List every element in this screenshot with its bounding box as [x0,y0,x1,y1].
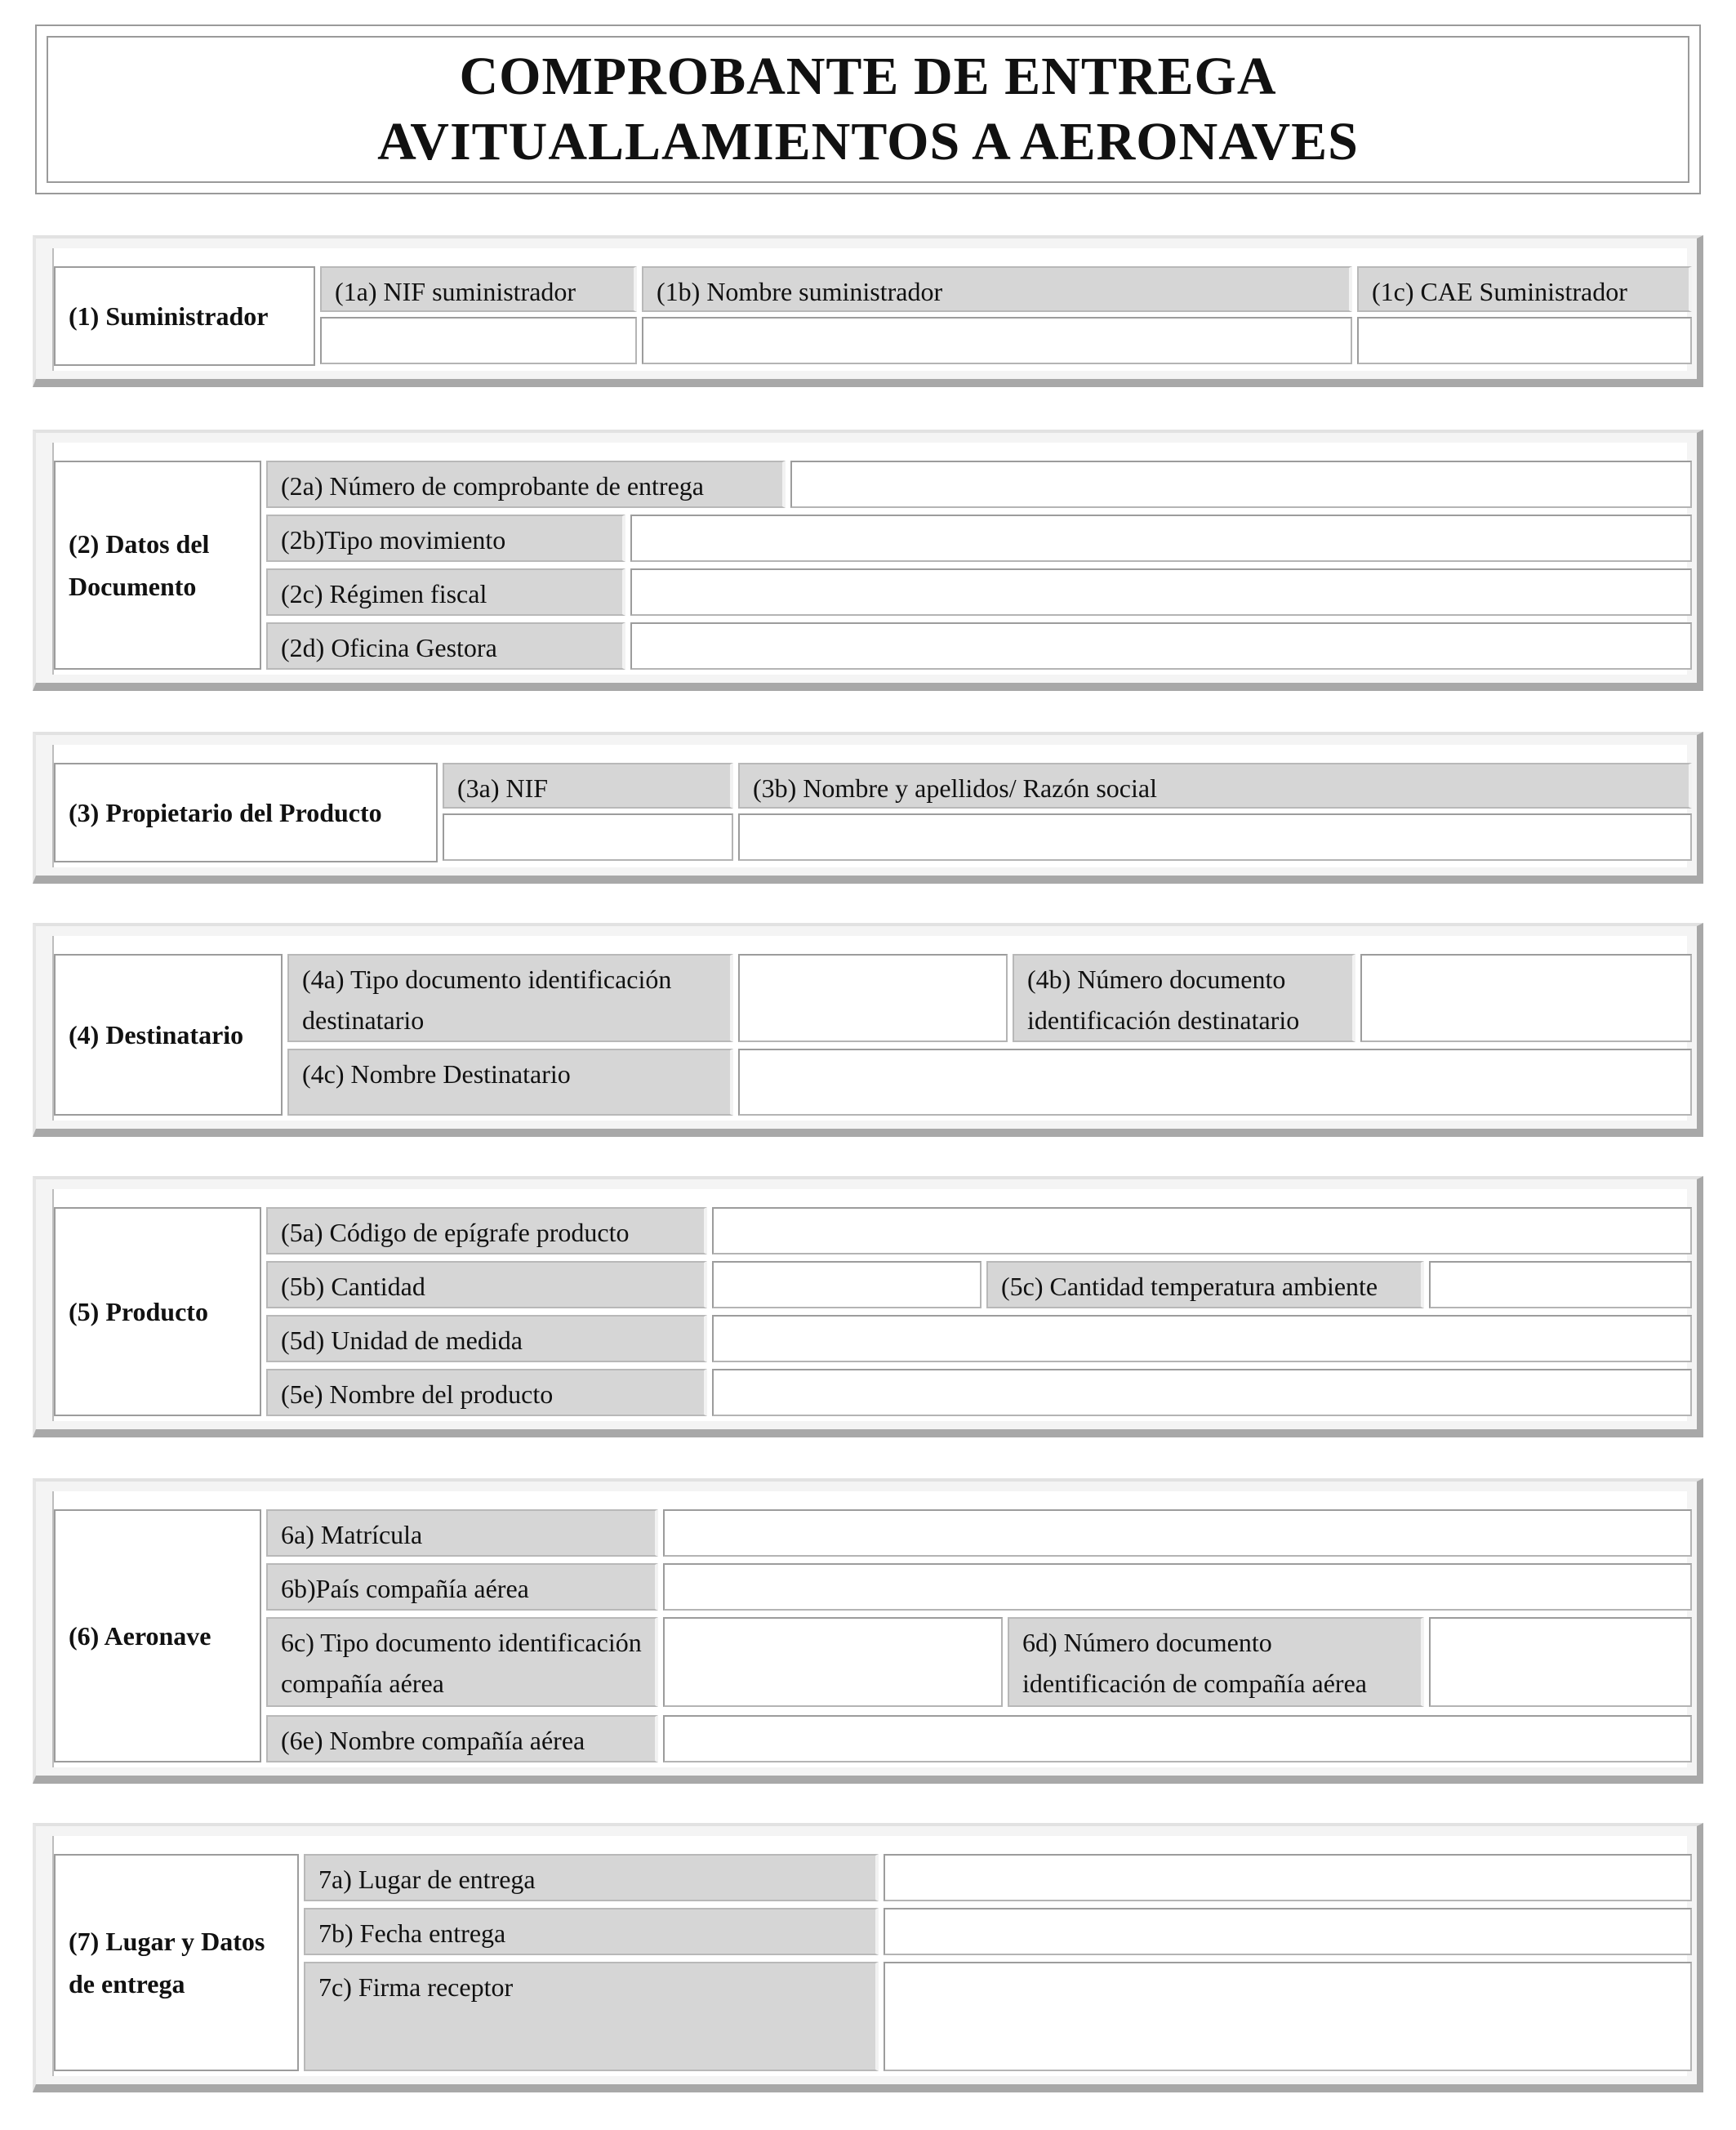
input-2b-tipo-movimiento[interactable] [630,515,1692,562]
label-6a-matricula: 6a) Matrícula [266,1509,658,1557]
form-title-line-2: AVITUALLAMIENTOS A AERONAVES [377,112,1359,172]
input-4c-nombre-destinatario[interactable] [738,1049,1692,1116]
label-6e-nombre-compania: (6e) Nombre compañía aérea [266,1715,658,1762]
section-1-header [54,266,315,366]
section-inner [52,745,1687,867]
input-5e-nombre-producto[interactable] [712,1369,1692,1416]
section-5-header [54,1207,261,1416]
input-6a-matricula[interactable] [663,1509,1692,1557]
label-1c-cae-suministrador: (1c) CAE Suministrador [1357,266,1692,312]
label-3a-nif: (3a) NIF [443,763,733,809]
label-2b-tipo-movimiento: (2b)Tipo movimiento [266,515,625,562]
section-6-header [54,1509,261,1762]
label-4b-numero-documento: (4b) Número documento identificación destinatario [1013,954,1355,1042]
label-6d-numero-documento: 6d) Número documento identificación de compañía aérea [1008,1617,1424,1707]
label-7b-fecha-entrega: 7b) Fecha entrega [304,1908,879,1955]
section-7-header [54,1854,299,2071]
label-1a-nif-suministrador: (1a) NIF suministrador [320,266,637,312]
section-3-header-text: (3) Propietario del Producto [69,798,382,827]
section-destinatario [33,923,1703,1137]
input-4a-tipo-documento[interactable] [738,954,1008,1042]
input-6b-pais-compania[interactable] [663,1563,1692,1611]
section-4-header [54,954,283,1116]
input-5c-cantidad-temperatura[interactable] [1429,1261,1692,1308]
label-2a-numero-comprobante: (2a) Número de comprobante de entrega [266,461,786,508]
input-5d-unidad-medida[interactable] [712,1315,1692,1362]
section-propietario-producto [33,732,1703,884]
section-datos-documento [33,430,1703,691]
section-4-header-text: (4) Destinatario [69,1020,244,1049]
section-producto [33,1176,1703,1437]
section-inner [52,1189,1687,1421]
section-aeronave [33,1478,1703,1784]
form-title-box [35,25,1701,194]
label-4c-nombre-destinatario: (4c) Nombre Destinatario [287,1049,733,1116]
input-6e-nombre-compania[interactable] [663,1715,1692,1762]
section-6-header-text: (6) Aeronave [69,1621,211,1651]
section-inner [52,1836,1687,2076]
input-7b-fecha-entrega[interactable] [884,1908,1692,1955]
section-inner [52,248,1687,371]
label-5d-unidad-medida: (5d) Unidad de medida [266,1315,707,1362]
section-7-header-text: (7) Lugar y Datos de entrega [69,1927,265,1999]
input-6d-numero-documento[interactable] [1429,1617,1692,1707]
label-6c-tipo-documento: 6c) Tipo documento identificación compañía aérea [266,1617,658,1707]
label-7a-lugar-entrega: 7a) Lugar de entrega [304,1854,879,1901]
input-5a-codigo-epigrafe[interactable] [712,1207,1692,1254]
input-1c-cae-suministrador[interactable] [1357,317,1692,364]
input-7a-lugar-entrega[interactable] [884,1854,1692,1901]
label-7c-firma-receptor: 7c) Firma receptor [304,1962,879,2071]
label-2c-regimen-fiscal: (2c) Régimen fiscal [266,568,625,616]
section-5-header-text: (5) Producto [69,1297,208,1326]
label-1b-nombre-suministrador: (1b) Nombre suministrador [642,266,1352,312]
input-2d-oficina-gestora[interactable] [630,622,1692,670]
label-3b-nombre-razon-social: (3b) Nombre y apellidos/ Razón social [738,763,1692,809]
section-inner [52,443,1687,675]
form-title-inner [47,36,1689,183]
input-6c-tipo-documento[interactable] [663,1617,1003,1707]
label-2d-oficina-gestora: (2d) Oficina Gestora [266,622,625,670]
input-1b-nombre-suministrador[interactable] [642,317,1352,364]
input-1a-nif-suministrador[interactable] [320,317,637,364]
input-2c-regimen-fiscal[interactable] [630,568,1692,616]
section-suministrador [33,235,1703,387]
input-5b-cantidad[interactable] [712,1261,982,1308]
label-5c-cantidad-temperatura: (5c) Cantidad temperatura ambiente [986,1261,1424,1308]
form-title-line-1: COMPROBANTE DE ENTREGA [459,47,1277,106]
label-5e-nombre-producto: (5e) Nombre del producto [266,1369,707,1416]
input-7c-firma-receptor[interactable] [884,1962,1692,2071]
input-4b-numero-documento[interactable] [1360,954,1692,1042]
section-3-header [54,763,438,862]
section-1-header-text: (1) Suministrador [69,301,269,331]
section-inner [52,936,1687,1121]
input-2a-numero-comprobante[interactable] [790,461,1692,508]
section-2-header [54,461,261,670]
label-5a-codigo-epigrafe: (5a) Código de epígrafe producto [266,1207,707,1254]
label-6b-pais-compania: 6b)País compañía aérea [266,1563,658,1611]
label-4a-tipo-documento: (4a) Tipo documento identificación destinatario [287,954,733,1042]
input-3b-nombre-razon-social[interactable] [738,813,1692,861]
label-5b-cantidad: (5b) Cantidad [266,1261,707,1308]
section-2-header-text: (2) Datos del Documento [69,529,210,601]
section-inner [52,1491,1687,1767]
section-lugar-datos-entrega [33,1823,1703,2092]
input-3a-nif[interactable] [443,813,733,861]
